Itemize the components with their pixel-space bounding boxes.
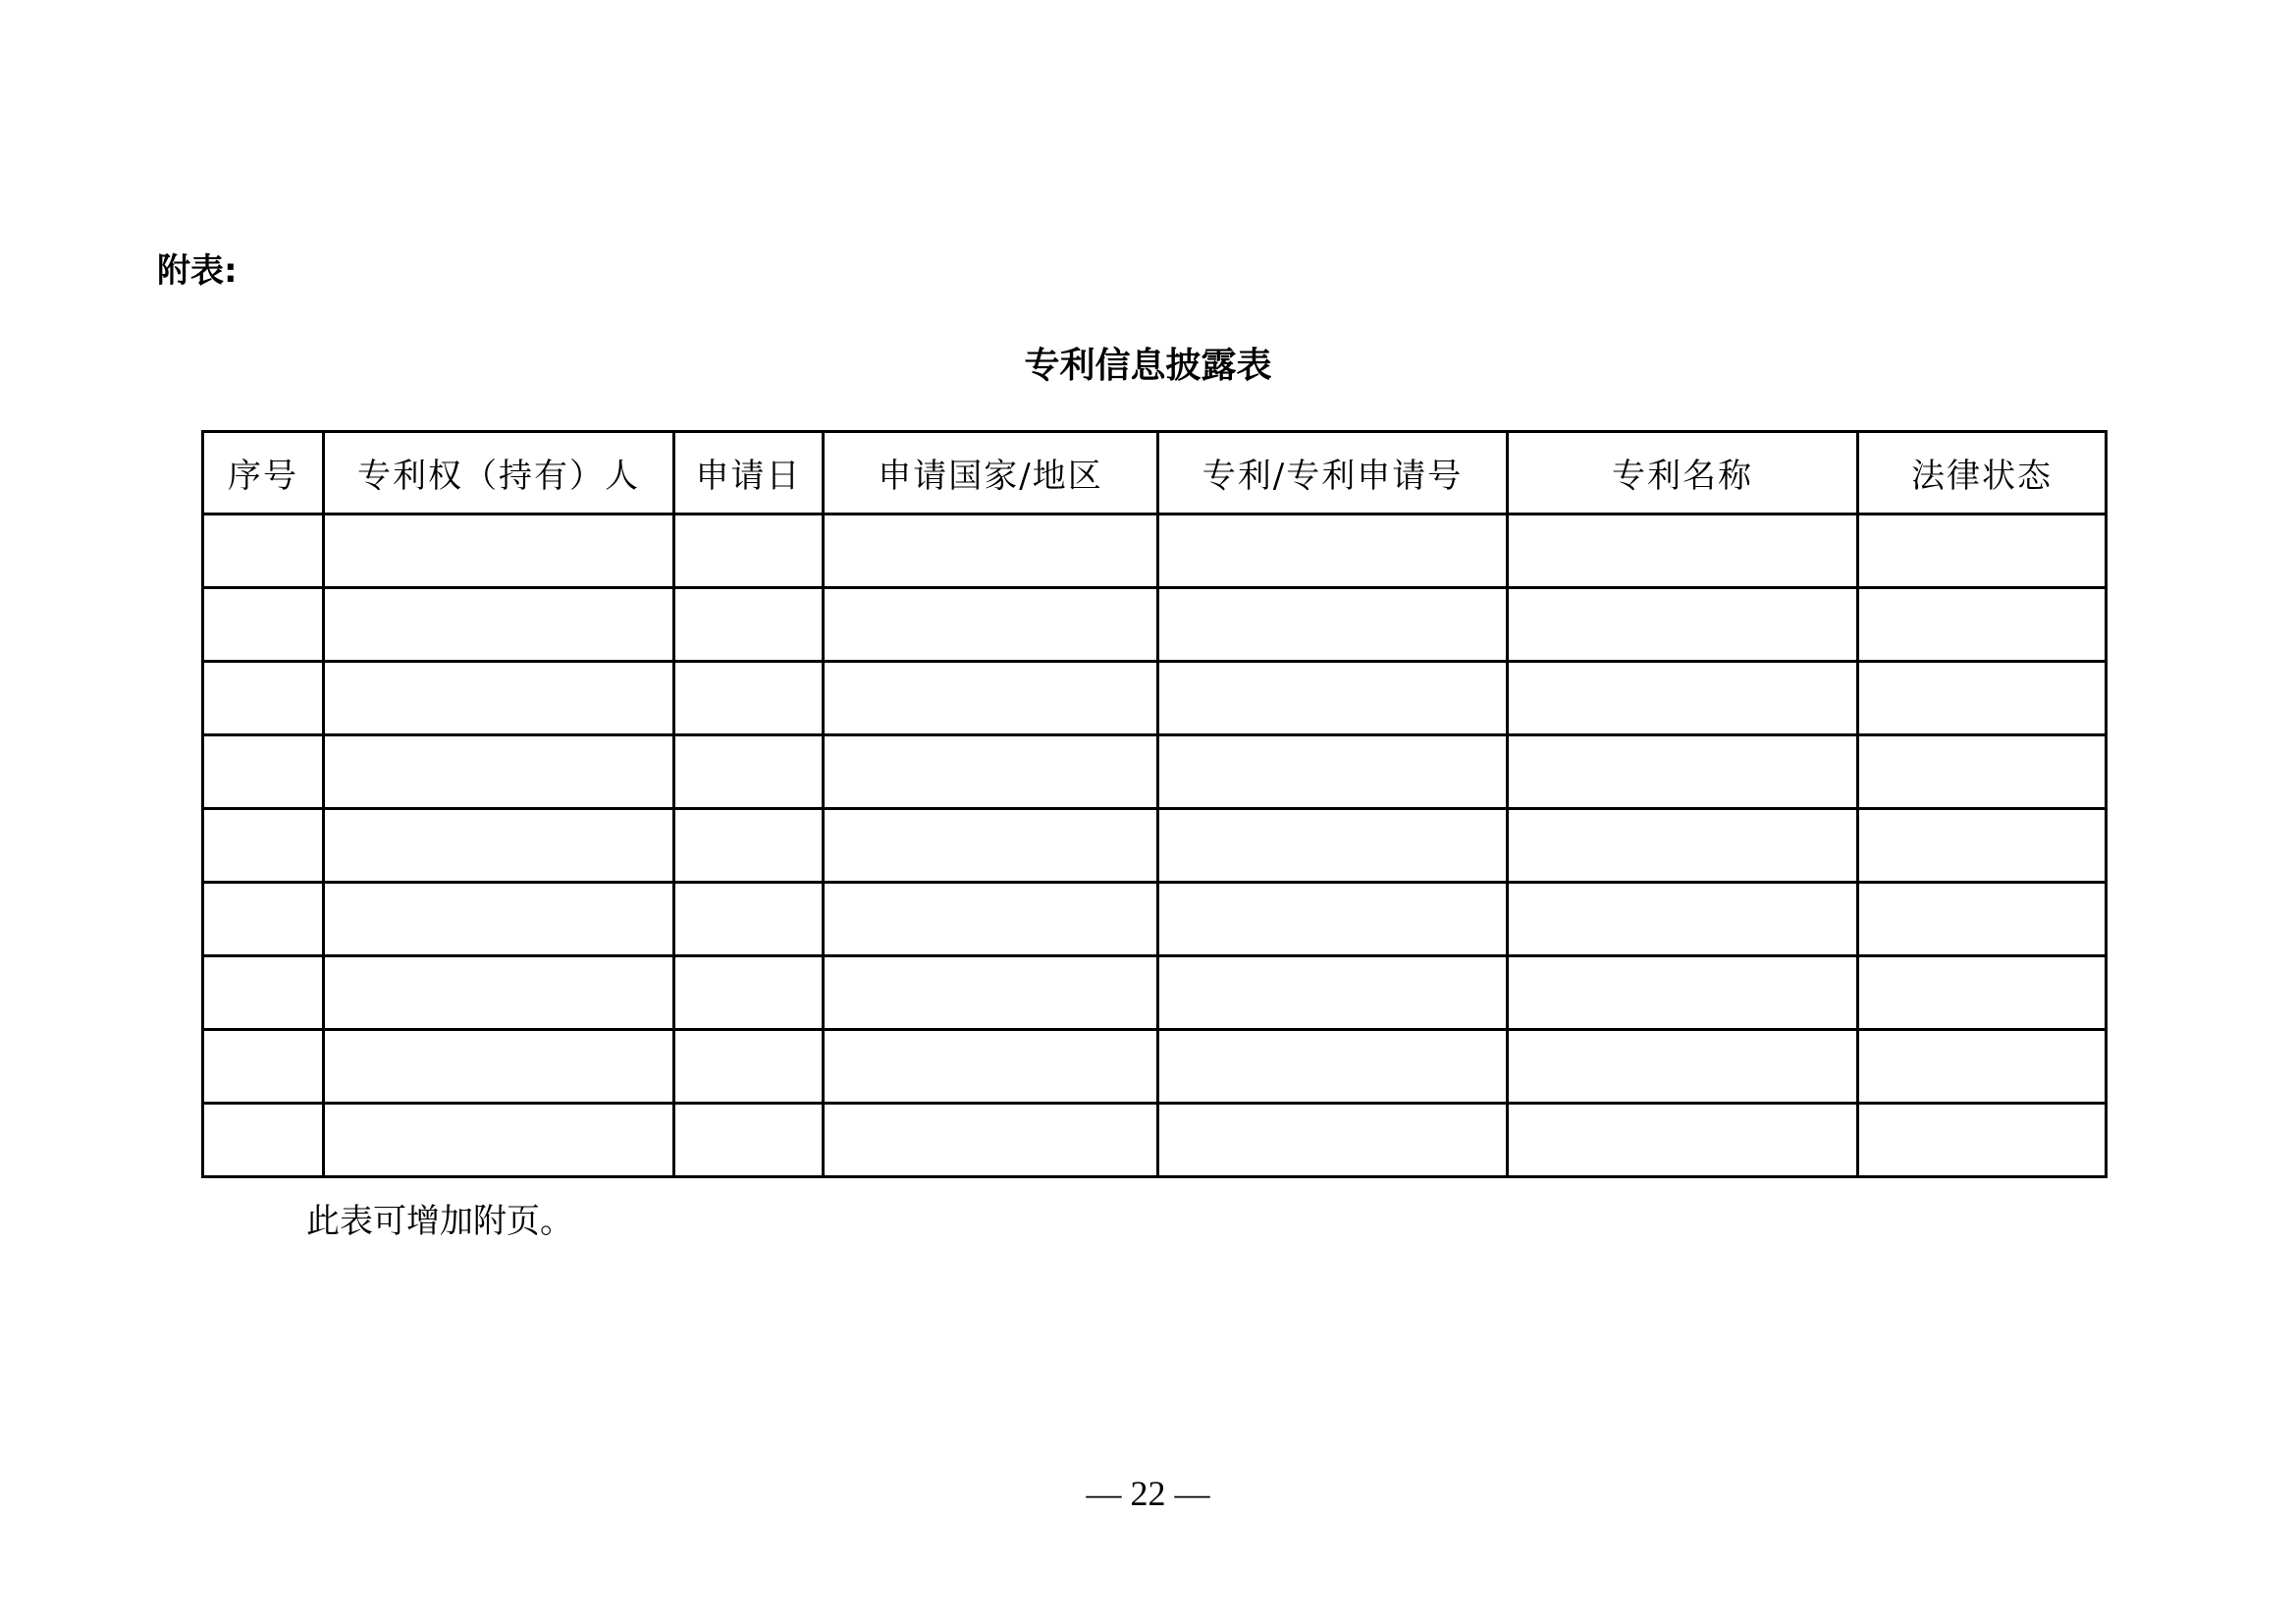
table-cell: [1508, 1030, 1858, 1104]
table-cell: [824, 588, 1158, 662]
table-cell: [324, 514, 674, 588]
table-row: [203, 1104, 2107, 1177]
table-cell: [1858, 514, 2107, 588]
table-cell: [324, 1104, 674, 1177]
patent-disclosure-table: [201, 430, 2108, 1178]
header-patent-name: 专利名称: [1508, 432, 1858, 514]
table-row: [203, 809, 2107, 883]
table-cell: [674, 809, 824, 883]
table-row: [203, 883, 2107, 956]
table-cell: [324, 956, 674, 1030]
table-cell: [1858, 735, 2107, 809]
table-cell: [1158, 588, 1508, 662]
table-cell: [1158, 1030, 1508, 1104]
table-cell: [203, 662, 324, 735]
appendix-label: 附表:: [157, 251, 238, 291]
table-cell: [824, 514, 1158, 588]
table-cell: [824, 662, 1158, 735]
header-patent-number: 专利/专利申请号: [1158, 432, 1508, 514]
table-row: [203, 735, 2107, 809]
table-cell: [1858, 809, 2107, 883]
table-header-row: [203, 432, 2107, 514]
table-cell: [674, 735, 824, 809]
table-cell: [1508, 735, 1858, 809]
table-cell: [1158, 735, 1508, 809]
table-cell: [324, 809, 674, 883]
table-cell: [1858, 588, 2107, 662]
table-cell: [203, 809, 324, 883]
table-cell: [203, 883, 324, 956]
table-row: [203, 662, 2107, 735]
table-row: [203, 588, 2107, 662]
header-serial-number: 序号: [203, 432, 324, 514]
table-cell: [324, 588, 674, 662]
table-cell: [324, 1030, 674, 1104]
table-cell: [674, 1104, 824, 1177]
table-cell: [1508, 883, 1858, 956]
table-cell: [203, 735, 324, 809]
table-cell: [1158, 514, 1508, 588]
table-cell: [203, 588, 324, 662]
table-cell: [203, 956, 324, 1030]
table-cell: [324, 662, 674, 735]
page-number: — 22 —: [1086, 1474, 1210, 1513]
table-row: [203, 514, 2107, 588]
table-cell: [1508, 956, 1858, 1030]
table-cell: [1158, 662, 1508, 735]
table-cell: [674, 514, 824, 588]
header-application-country: 申请国家/地区: [824, 432, 1158, 514]
table-cell: [1858, 956, 2107, 1030]
table-cell: [1158, 883, 1508, 956]
table-row: [203, 956, 2107, 1030]
table-cell: [1508, 662, 1858, 735]
table-cell: [203, 1030, 324, 1104]
table-cell: [1508, 1104, 1858, 1177]
table-cell: [1158, 956, 1508, 1030]
table-cell: [1508, 809, 1858, 883]
table-cell: [324, 735, 674, 809]
table-cell: [824, 1030, 1158, 1104]
table-cell: [674, 883, 824, 956]
table-cell: [674, 1030, 824, 1104]
table-cell: [1508, 588, 1858, 662]
table-cell: [324, 883, 674, 956]
table-cell: [824, 1104, 1158, 1177]
table-cell: [1858, 1030, 2107, 1104]
table-cell: [1858, 883, 2107, 956]
table-body: [203, 514, 2107, 1177]
table-cell: [1158, 1104, 1508, 1177]
table-cell: [1158, 809, 1508, 883]
table-cell: [203, 1104, 324, 1177]
table-cell: [674, 588, 824, 662]
table-cell: [1858, 1104, 2107, 1177]
table-cell: [824, 883, 1158, 956]
table-cell: [203, 514, 324, 588]
table-cell: [824, 956, 1158, 1030]
header-application-date: 申请日: [674, 432, 824, 514]
table-row: [203, 1030, 2107, 1104]
header-patent-holder: 专利权（持有）人: [324, 432, 674, 514]
table-note: 此表可增加附页。: [306, 1202, 573, 1241]
table-cell: [1508, 514, 1858, 588]
table-cell: [824, 735, 1158, 809]
table-title: 专利信息披露表: [1024, 346, 1272, 386]
table-cell: [1858, 662, 2107, 735]
table-cell: [674, 956, 824, 1030]
header-legal-status: 法律状态: [1858, 432, 2107, 514]
table-cell: [674, 662, 824, 735]
table-cell: [824, 809, 1158, 883]
